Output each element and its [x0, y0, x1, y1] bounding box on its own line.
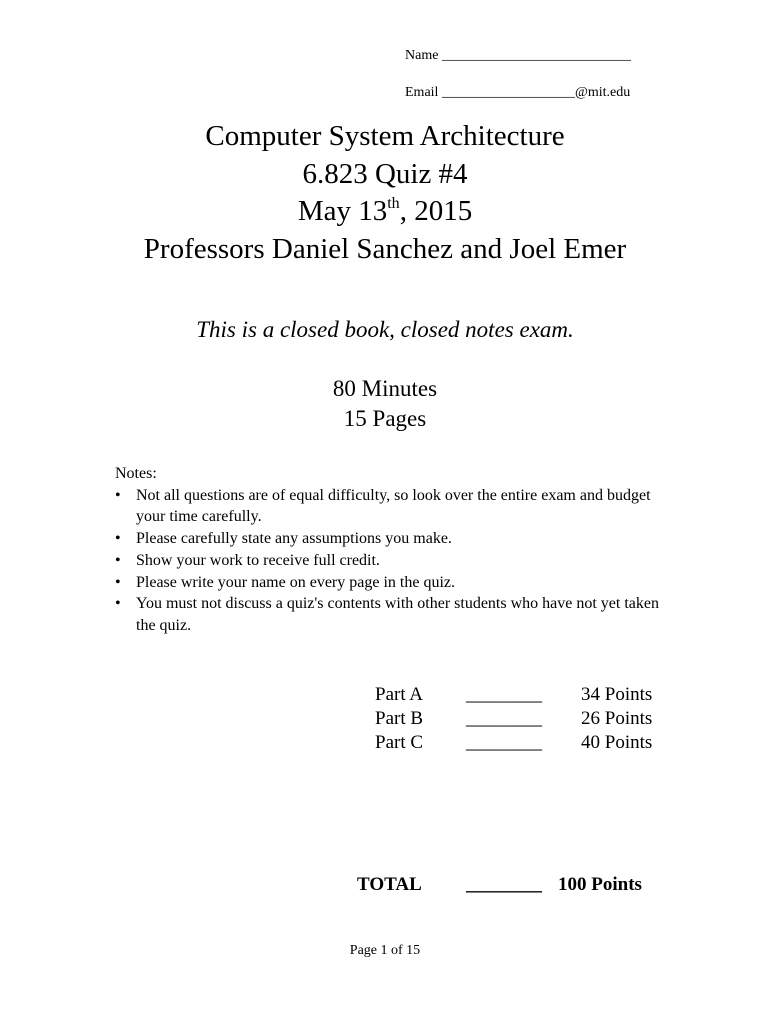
course-title: Computer System Architecture: [205, 120, 565, 152]
part-b-score-blank[interactable]: ________: [466, 708, 542, 729]
quiz-date: [0, 193, 770, 231]
bullet-icon: •: [115, 551, 121, 569]
note-text: Not all questions are of equal difficulty, so look over the entire exam and budget your time carefully.: [136, 486, 651, 526]
quiz-date-year: , 2015: [399, 195, 473, 227]
part-c-score-blank[interactable]: ________: [466, 732, 542, 753]
exam-pages: 15 Pages: [343, 406, 427, 431]
part-b-label: Part B: [375, 708, 424, 729]
email-blank[interactable]: ___________________: [441, 85, 575, 100]
bullet-icon: •: [115, 595, 121, 613]
email-field[interactable]: [405, 85, 630, 101]
bullet-icon: •: [115, 573, 121, 591]
quiz-date-ordinal: th: [387, 195, 400, 212]
name-label: Name: [405, 48, 439, 63]
notes-list: [115, 485, 675, 637]
part-a-score-blank[interactable]: ________: [466, 684, 542, 705]
notes-section: [115, 463, 675, 637]
email-suffix: @mit.edu: [574, 85, 631, 100]
name-field[interactable]: [405, 48, 631, 64]
total-score-blank[interactable]: ________: [466, 874, 542, 895]
quiz-date-day: May 13: [297, 195, 388, 227]
list-item: [115, 485, 675, 528]
part-a-points: 34 Points: [581, 684, 653, 705]
exam-minutes: 80 Minutes: [332, 376, 438, 401]
bullet-icon: •: [115, 486, 121, 504]
title-block: [0, 118, 770, 268]
list-item: [115, 572, 675, 594]
notes-heading: Notes:: [115, 465, 157, 482]
note-text: Show your work to receive full credit.: [136, 551, 380, 569]
note-text: Please write your name on every page in the quiz.: [136, 573, 455, 591]
exam-type-note: This is a closed book, closed notes exam.: [196, 317, 574, 342]
list-item: [115, 528, 675, 550]
part-b-points: 26 Points: [581, 708, 653, 729]
total-points: 100 Points: [558, 874, 642, 895]
professors: Professors Daniel Sanchez and Joel Emer: [143, 232, 627, 265]
total-label: TOTAL: [357, 874, 422, 895]
page-number: Page 1 of 15: [349, 943, 421, 958]
list-item: [115, 550, 675, 572]
bullet-icon: •: [115, 530, 121, 548]
name-blank[interactable]: ___________________________: [441, 48, 631, 63]
note-text: You must not discuss a quiz's contents with other students who have not yet taken the quiz.: [136, 595, 659, 634]
part-c-label: Part C: [375, 732, 424, 753]
exam-duration: [0, 374, 770, 434]
note-text: Please carefully state any assumptions you make.: [136, 530, 452, 548]
quiz-title: 6.823 Quiz #4: [302, 157, 468, 190]
part-c-points: 40 Points: [581, 732, 653, 753]
email-label: Email: [405, 85, 439, 100]
part-a-label: Part A: [375, 684, 424, 705]
list-item: [115, 593, 675, 636]
